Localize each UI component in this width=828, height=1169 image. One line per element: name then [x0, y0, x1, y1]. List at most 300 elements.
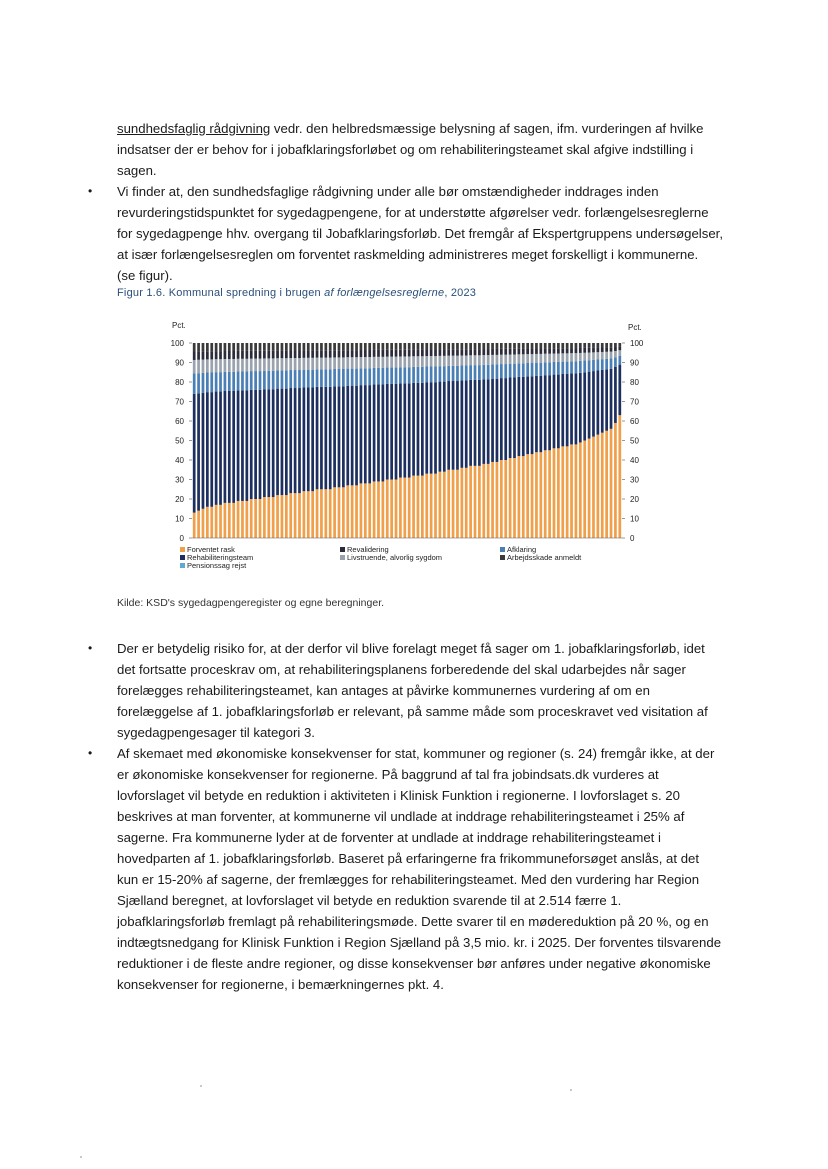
bar-afklaring [513, 364, 516, 378]
bar-revalidering [539, 348, 542, 353]
bar-afklaring [430, 367, 433, 383]
bar-livstruende [237, 359, 240, 372]
bar-revalidering [588, 348, 591, 353]
bar-rehabiliteringsteam [469, 380, 472, 466]
bar-livstruende [241, 359, 244, 372]
y-tick-label-left: 0 [179, 534, 184, 543]
bar-arbejdsskade [294, 343, 297, 351]
bar-forventet-rask [232, 503, 235, 538]
bar-forventet-rask [382, 481, 385, 538]
y-tick-label-left: 80 [175, 378, 184, 387]
bar-forventet-rask [570, 444, 573, 538]
bar-arbejdsskade [496, 343, 499, 349]
bar-arbejdsskade [281, 343, 284, 351]
bar-afklaring [434, 367, 437, 383]
legend-swatch [180, 547, 185, 552]
bar-afklaring [373, 368, 376, 385]
bar-afklaring [618, 356, 621, 365]
bar-afklaring [443, 366, 446, 381]
bar-afklaring [522, 363, 525, 377]
bar-arbejdsskade [447, 343, 450, 349]
bar-arbejdsskade [443, 343, 446, 349]
bar-livstruende [390, 357, 393, 368]
bar-livstruende [610, 352, 613, 359]
bar-revalidering [250, 351, 253, 359]
bar-revalidering [474, 349, 477, 355]
bar-afklaring [245, 371, 248, 390]
legend-swatch [500, 547, 505, 552]
bar-livstruende [412, 356, 415, 367]
bar-afklaring [303, 370, 306, 388]
bar-afklaring [386, 368, 389, 384]
bar-afklaring [329, 369, 332, 387]
bar-arbejdsskade [386, 343, 389, 350]
bar-revalidering [417, 350, 420, 357]
y-tick-label-left: 20 [175, 495, 184, 504]
bar-rehabiliteringsteam [294, 388, 297, 493]
bar-arbejdsskade [487, 343, 490, 349]
bar-arbejdsskade [408, 343, 411, 350]
y-tick-label-left: 70 [175, 397, 184, 407]
bar-arbejdsskade [561, 343, 564, 348]
bar-livstruende [281, 358, 284, 370]
bar-arbejdsskade [320, 343, 323, 350]
bar-revalidering [434, 350, 437, 357]
bar-arbejdsskade [605, 343, 608, 347]
bar-afklaring [456, 366, 459, 381]
bar-forventet-rask [338, 487, 341, 538]
bar-afklaring [403, 367, 406, 383]
bar-livstruende [443, 356, 446, 366]
bar-forventet-rask [390, 480, 393, 539]
bar-forventet-rask [421, 476, 424, 538]
bar-livstruende [531, 354, 534, 363]
y-tick-label-right: 50 [630, 436, 639, 446]
bar-arbejdsskade [228, 343, 231, 351]
bar-rehabiliteringsteam [491, 379, 494, 462]
bar-revalidering [224, 351, 227, 359]
bar-revalidering [197, 351, 200, 359]
bar-forventet-rask [360, 483, 363, 538]
bar-forventet-rask [425, 474, 428, 538]
bar-forventet-rask [254, 499, 257, 538]
bar-rehabiliteringsteam [395, 384, 398, 480]
bar-forventet-rask [294, 493, 297, 538]
bar-rehabiliteringsteam [382, 385, 385, 482]
bar-afklaring [351, 369, 354, 386]
bar-livstruende [373, 357, 376, 368]
bar-livstruende [294, 358, 297, 370]
bar-livstruende [456, 356, 459, 366]
bar-livstruende [544, 354, 547, 363]
bar-rehabiliteringsteam [601, 370, 604, 433]
bar-rehabiliteringsteam [539, 376, 542, 452]
bar-rehabiliteringsteam [443, 382, 446, 472]
bar-revalidering [478, 349, 481, 355]
bar-revalidering [605, 347, 608, 351]
bar-forventet-rask [202, 509, 205, 538]
bar-rehabiliteringsteam [504, 378, 507, 460]
bar-livstruende [254, 359, 257, 371]
bar-arbejdsskade [465, 343, 468, 349]
bar-forventet-rask [465, 468, 468, 538]
bar-forventet-rask [482, 464, 485, 538]
bar-forventet-rask [386, 480, 389, 539]
bar-afklaring [364, 368, 367, 385]
bar-forventet-rask [544, 450, 547, 538]
bar-arbejdsskade [526, 343, 529, 349]
bar-revalidering [570, 348, 573, 353]
bar-revalidering [237, 351, 240, 359]
bar-livstruende [364, 357, 367, 368]
bar-livstruende [289, 358, 292, 370]
bar-revalidering [329, 350, 332, 357]
bar-forventet-rask [193, 513, 196, 538]
bar-revalidering [254, 351, 257, 359]
bar-revalidering [272, 351, 275, 359]
bar-afklaring [377, 368, 380, 385]
bar-revalidering [535, 348, 538, 353]
bar-forventet-rask [373, 481, 376, 538]
bar-afklaring [298, 370, 301, 388]
bar-revalidering [610, 347, 613, 351]
bar-livstruende [267, 358, 270, 370]
bar-afklaring [206, 372, 209, 392]
bar-revalidering [553, 348, 556, 353]
bar-rehabiliteringsteam [447, 381, 450, 470]
bar-arbejdsskade [478, 343, 481, 349]
bar-forventet-rask [333, 487, 336, 538]
y-tick-label-left: 60 [175, 417, 184, 426]
bar-afklaring [504, 364, 507, 378]
bar-revalidering [452, 349, 455, 355]
bar-afklaring [439, 366, 442, 381]
bar-afklaring [232, 372, 235, 391]
bar-rehabiliteringsteam [513, 378, 516, 459]
bar-afklaring [382, 368, 385, 385]
bar-arbejdsskade [254, 343, 257, 351]
bar-afklaring [601, 359, 604, 370]
bar-livstruende [570, 353, 573, 361]
legend-swatch [180, 563, 185, 568]
bar-afklaring [539, 363, 542, 376]
bar-afklaring [469, 365, 472, 380]
bar-arbejdsskade [346, 343, 349, 350]
bar-livstruende [250, 359, 253, 371]
bar-forventet-rask [456, 470, 459, 538]
bar-forventet-rask [263, 497, 266, 538]
bar-revalidering [241, 351, 244, 359]
y-tick-label-left: 10 [175, 514, 184, 524]
bar-arbejdsskade [259, 343, 262, 351]
bar-livstruende [539, 354, 542, 363]
bar-livstruende [557, 354, 560, 362]
bar-rehabiliteringsteam [460, 380, 463, 467]
legend-swatch [180, 555, 185, 560]
bar-arbejdsskade [289, 343, 292, 351]
bar-rehabiliteringsteam [272, 389, 275, 497]
bar-afklaring [597, 359, 600, 370]
bar-livstruende [351, 357, 354, 368]
bar-revalidering [320, 350, 323, 357]
bar-revalidering [618, 347, 621, 351]
intro-paragraph: sundhedsfaglig rådgivning vedr. den helbredsmæssige belysning af sagen, ifm. vurderingen af hvilke indsatser der er behov for i jobafklaringsforløbet og om rehabiliteringsteamet skal afgive indstilling i sagen. [117, 121, 704, 178]
bar-rehabiliteringsteam [509, 378, 512, 459]
bar-livstruende [518, 354, 521, 363]
bullet-symbol: • [88, 746, 93, 760]
bar-arbejdsskade [460, 343, 463, 349]
bar-forventet-rask [579, 442, 582, 538]
bar-livstruende [579, 353, 582, 361]
legend-swatch [500, 555, 505, 560]
bar-livstruende [425, 356, 428, 366]
bar-afklaring [355, 369, 358, 386]
bar-livstruende [474, 355, 477, 365]
bar-forventet-rask [224, 503, 227, 538]
bar-revalidering [373, 350, 376, 357]
bar-livstruende [434, 356, 437, 366]
bar-rehabiliteringsteam [368, 385, 371, 483]
y-unit-right: Pct. [628, 323, 642, 332]
bar-forventet-rask [500, 460, 503, 538]
bar-forventet-rask [597, 435, 600, 538]
bar-rehabiliteringsteam [303, 387, 306, 491]
bar-arbejdsskade [338, 343, 341, 350]
bar-livstruende [202, 360, 205, 373]
bar-afklaring [368, 368, 371, 385]
bar-revalidering [193, 351, 196, 359]
bar-rehabiliteringsteam [399, 383, 402, 477]
bar-revalidering [597, 348, 600, 353]
bar-arbejdsskade [237, 343, 240, 351]
bar-forventet-rask [285, 495, 288, 538]
bar-livstruende [311, 358, 314, 370]
bar-revalidering [566, 348, 569, 353]
bar-rehabiliteringsteam [206, 392, 209, 507]
bar-forventet-rask [487, 464, 490, 538]
bar-afklaring [592, 360, 595, 371]
y-tick-label-right: 60 [630, 417, 639, 426]
bar-forventet-rask [298, 493, 301, 538]
bar-livstruende [548, 354, 551, 363]
bar-afklaring [588, 360, 591, 371]
bullet-symbol: • [88, 641, 93, 655]
bar-afklaring [526, 363, 529, 376]
bullet-paragraph-1: Vi finder at, den sundhedsfaglige rådgivning under alle bør omstændigheder inddrages inden revurderingstidspunktet for sygedagpengene, for at understøtte afgørelser vedr. forlængelsesreglerne for sygedagpenge hhv. overgang til Jobafklaringsforløb. Det fremgår af Ekspertgruppens undersøgelser, at især forlængelsesreglen om forventet raskmelding administreres meget forskelligt i kommunerne. (se figur). [117, 184, 723, 283]
bar-forventet-rask [215, 505, 218, 538]
bar-livstruende [588, 353, 591, 361]
legend-swatch [340, 547, 345, 552]
bar-revalidering [575, 348, 578, 353]
scan-speck [80, 1156, 82, 1158]
bar-revalidering [460, 349, 463, 355]
bar-rehabiliteringsteam [496, 379, 499, 462]
bar-afklaring [482, 365, 485, 380]
bar-afklaring [324, 369, 327, 387]
bar-arbejdsskade [544, 343, 547, 348]
bar-afklaring [610, 358, 613, 368]
bar-livstruende [509, 355, 512, 364]
bar-afklaring [237, 371, 240, 390]
bar-livstruende [320, 358, 323, 370]
bar-forventet-rask [368, 483, 371, 538]
bar-rehabiliteringsteam [439, 382, 442, 472]
figure-caption: Figur 1.6. Kommunal spredning i brugen af forlængelsesreglerne, 2023 [117, 287, 477, 299]
legend-label: Livstruende, alvorlig sygdom [347, 553, 443, 562]
bar-arbejdsskade [298, 343, 301, 351]
bar-forventet-rask [206, 507, 209, 538]
bar-rehabiliteringsteam [224, 391, 227, 503]
bar-arbejdsskade [592, 343, 595, 348]
bar-revalidering [403, 350, 406, 357]
bar-arbejdsskade [241, 343, 244, 351]
bar-forventet-rask [474, 466, 477, 538]
bar-revalidering [281, 351, 284, 359]
bar-revalidering [439, 349, 442, 355]
bar-afklaring [583, 361, 586, 373]
bar-forventet-rask [276, 495, 279, 538]
bar-livstruende [618, 350, 621, 356]
bar-afklaring [474, 365, 477, 380]
bar-afklaring [338, 369, 341, 386]
bar-arbejdsskade [575, 343, 578, 348]
bar-rehabiliteringsteam [618, 365, 621, 416]
bar-arbejdsskade [566, 343, 569, 348]
bar-livstruende [575, 353, 578, 361]
bar-afklaring [289, 370, 292, 388]
bar-rehabiliteringsteam [250, 390, 253, 499]
bar-forventet-rask [601, 433, 604, 538]
bar-revalidering [513, 349, 516, 355]
bar-forventet-rask [351, 485, 354, 538]
bar-rehabiliteringsteam [281, 389, 284, 495]
bar-arbejdsskade [509, 343, 512, 349]
bar-rehabiliteringsteam [570, 373, 573, 444]
bar-revalidering [579, 348, 582, 353]
bar-arbejdsskade [303, 343, 306, 350]
bar-afklaring [272, 371, 275, 389]
bar-afklaring [346, 369, 349, 386]
bar-afklaring [333, 369, 336, 386]
y-unit-left: Pct. [172, 321, 186, 330]
bar-livstruende [342, 357, 345, 369]
bar-rehabiliteringsteam [193, 394, 196, 513]
bar-livstruende [403, 356, 406, 367]
bar-arbejdsskade [570, 343, 573, 348]
bar-revalidering [583, 348, 586, 353]
bar-livstruende [487, 355, 490, 365]
bar-forventet-rask [605, 431, 608, 538]
bar-livstruende [346, 357, 349, 368]
bar-arbejdsskade [456, 343, 459, 349]
bar-revalidering [263, 351, 266, 359]
bar-afklaring [478, 365, 481, 380]
bar-rehabiliteringsteam [202, 393, 205, 509]
bar-livstruende [439, 356, 442, 366]
bar-rehabiliteringsteam [307, 387, 310, 491]
bar-forventet-rask [342, 487, 345, 538]
bar-revalidering [351, 350, 354, 357]
bar-arbejdsskade [285, 343, 288, 351]
bar-livstruende [417, 356, 420, 367]
bar-revalidering [522, 349, 525, 355]
bar-livstruende [276, 358, 279, 370]
bar-livstruende [522, 354, 525, 363]
bar-arbejdsskade [469, 343, 472, 349]
bar-rehabiliteringsteam [390, 384, 393, 480]
bar-forventet-rask [241, 501, 244, 538]
bar-livstruende [452, 356, 455, 366]
bar-afklaring [614, 357, 617, 367]
bar-arbejdsskade [311, 343, 314, 350]
bar-afklaring [421, 367, 424, 383]
bar-afklaring [259, 371, 262, 390]
bar-rehabiliteringsteam [452, 381, 455, 470]
bar-revalidering [465, 349, 468, 355]
bar-revalidering [504, 349, 507, 355]
bar-arbejdsskade [531, 343, 534, 349]
bar-arbejdsskade [412, 343, 415, 350]
bar-livstruende [491, 355, 494, 365]
bar-livstruende [496, 355, 499, 365]
bar-livstruende [272, 358, 275, 370]
bar-revalidering [360, 350, 363, 357]
bar-afklaring [408, 367, 411, 383]
bar-afklaring [575, 361, 578, 373]
bar-forventet-rask [469, 466, 472, 538]
y-tick-label-left: 100 [170, 339, 184, 348]
bar-revalidering [496, 349, 499, 355]
bar-revalidering [333, 350, 336, 357]
bar-revalidering [215, 351, 218, 359]
bar-afklaring [460, 365, 463, 380]
bar-forventet-rask [618, 415, 621, 538]
bar-rehabiliteringsteam [320, 387, 323, 489]
bar-revalidering [206, 351, 209, 359]
bar-afklaring [360, 368, 363, 385]
bar-livstruende [263, 358, 266, 370]
bar-arbejdsskade [579, 343, 582, 348]
bar-rehabiliteringsteam [324, 387, 327, 489]
legend-label: Revalidering [347, 545, 389, 554]
y-tick-label-right: 10 [630, 514, 639, 524]
bar-arbejdsskade [614, 343, 617, 347]
bar-rehabiliteringsteam [311, 387, 314, 491]
bar-afklaring [307, 370, 310, 388]
bar-rehabiliteringsteam [210, 392, 213, 507]
bar-afklaring [561, 362, 564, 374]
bar-rehabiliteringsteam [434, 382, 437, 473]
bar-rehabiliteringsteam [254, 390, 257, 499]
bar-arbejdsskade [250, 343, 253, 351]
bar-livstruende [245, 359, 248, 372]
bar-rehabiliteringsteam [610, 369, 613, 429]
bar-arbejdsskade [513, 343, 516, 349]
bar-afklaring [254, 371, 257, 390]
bar-rehabiliteringsteam [289, 388, 292, 493]
bar-livstruende [566, 353, 569, 361]
bar-arbejdsskade [399, 343, 402, 350]
bar-forventet-rask [399, 478, 402, 538]
bar-afklaring [276, 370, 279, 388]
bar-forventet-rask [408, 478, 411, 538]
bar-revalidering [232, 351, 235, 359]
bar-revalidering [601, 347, 604, 351]
bar-livstruende [338, 357, 341, 369]
bar-afklaring [281, 370, 284, 388]
bar-revalidering [390, 350, 393, 357]
bar-revalidering [316, 350, 319, 357]
